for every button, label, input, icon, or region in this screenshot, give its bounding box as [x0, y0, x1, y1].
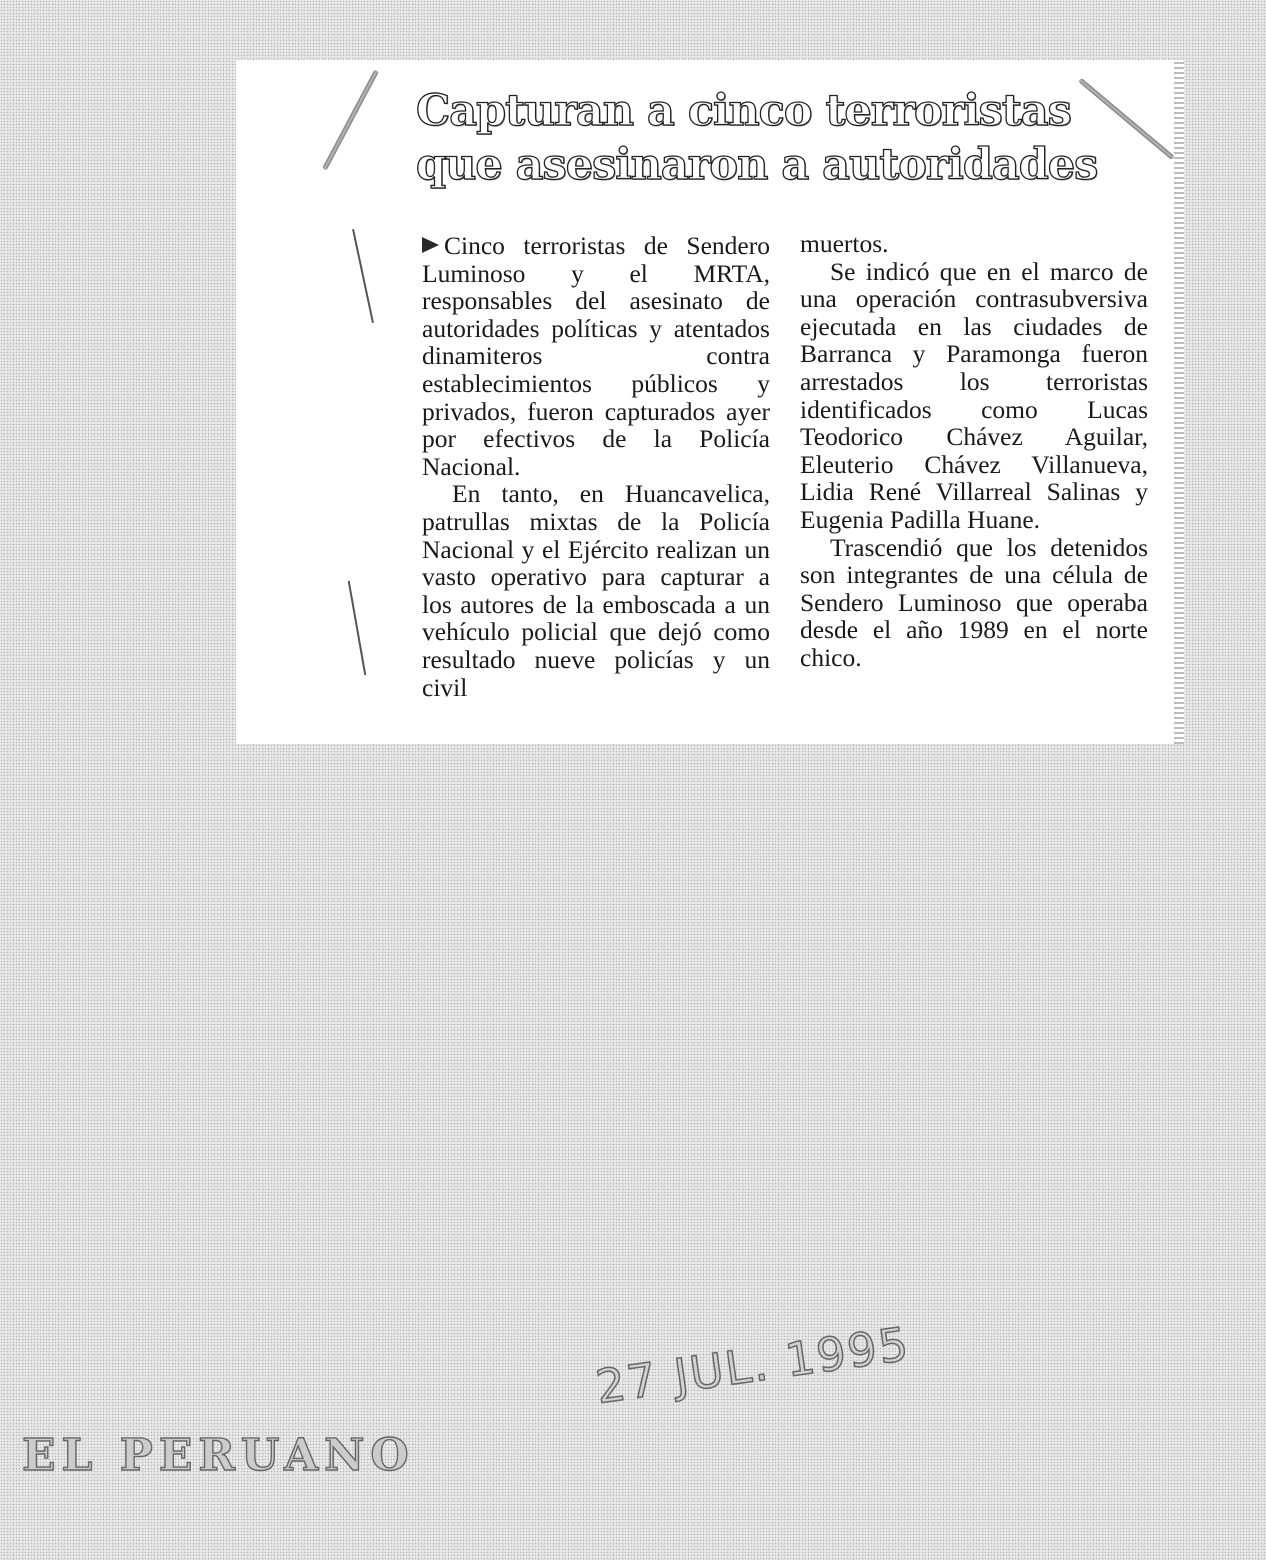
article-paragraph: Se indicó que en el marco de una operación contrasubversiva ejecutada en las ciudades de Barranca y Paramonga fueron arrestados los terroristas identificados como Lucas Teodorico Chávez Aguilar, Eleuterio Chávez Villanueva, Lidia René Villarreal Salinas y Eugenia Padilla Huane.: [800, 256, 1148, 534]
date-stamp: 27 JUL. 1995: [592, 1316, 914, 1414]
newspaper-clipping: [236, 60, 1178, 744]
article-column-right: [800, 230, 1148, 672]
clipping-torn-edge: [1174, 60, 1184, 744]
article-headline: Capturan a cinco terroristas que asesinaron a autoridades: [416, 86, 1098, 190]
article-column-left: [422, 232, 770, 701]
article-paragraph: muertos.: [800, 229, 889, 258]
source-stamp: EL PERUANO: [22, 1430, 415, 1481]
article-paragraph: Trascendió que los detenidos son integrantes de una célula de Sendero Luminoso que operaba desde el año 1989 en el norte chico.: [800, 532, 1148, 672]
article-paragraph: Cinco terroristas de Sendero Luminoso y el MRTA, responsables del asesinato de autoridades políticas y atentados dinamiteros contra establecimientos públicos y privados, fueron capturados ayer por efectivos de la Policía Nacional.: [422, 231, 770, 481]
article-paragraph: En tanto, en Huancavelica, patrullas mixtas de la Policía Nacional y el Ejército realizan un vasto operativo para capturar a los autores de la emboscada a un vehículo policial que dejó como resultado nueve policías y un civil: [422, 479, 770, 702]
triangle-bullet-icon: [422, 237, 439, 253]
